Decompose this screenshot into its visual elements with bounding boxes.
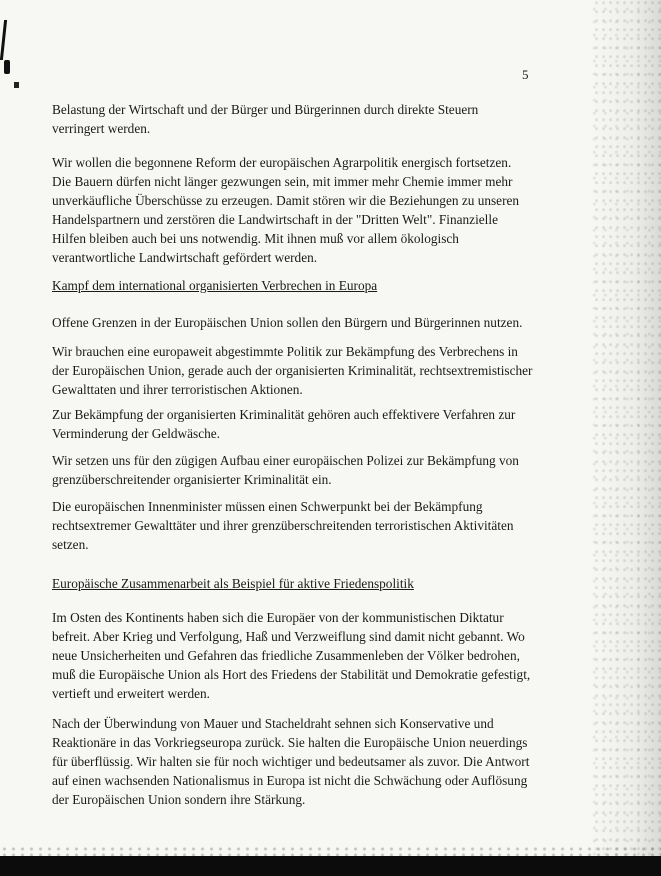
text-line: auf einen wachsenden Nationalismus in Europa ist nicht die Schwächung oder Auflösung: [52, 773, 528, 788]
text-line: Gewalttaten und ihrer terroristischen Aktionen.: [52, 382, 303, 397]
scan-artifact-right-edge: [591, 0, 661, 876]
text-line: vertieft und erweitert werden.: [52, 686, 211, 701]
text-line: Reaktionäre in das Vorkriegseuropa zurück. Sie halten die Europäische Union neuerdings: [52, 735, 528, 750]
text-line: der Europäischen Union sondern ihre Stärkung.: [52, 792, 306, 807]
text-line: verringert werden.: [52, 121, 151, 136]
paragraph: [52, 451, 532, 489]
scan-artifact-left-edge: [0, 0, 10, 110]
text-line: Wir setzen uns für den zügigen Aufbau einer europäischen Polizei zur Bekämpfung von: [52, 453, 519, 468]
text-line: der Europäischen Union, gerade auch der organisierten Kriminalität, rechtsextremistischer: [52, 363, 533, 378]
scan-artifact-bottom-edge: [0, 856, 661, 876]
scan-artifact-bottom-speckle: [0, 846, 661, 856]
text-line: Die europäischen Innenminister müssen einen Schwerpunkt bei der Bekämpfung: [52, 499, 483, 514]
text-line: verantwortliche Landwirtschaft gefördert werden.: [52, 250, 318, 265]
text-line: Verminderung der Geldwäsche.: [52, 426, 220, 441]
text-line: Wir brauchen eine europaweit abgestimmte Politik zur Bekämpfung des Verbrechens in: [52, 344, 518, 359]
paragraph: [52, 714, 532, 809]
paragraph: [52, 608, 532, 703]
text-line: Im Osten des Kontinents haben sich die Europäer von der kommunistischen Diktatur: [52, 610, 504, 625]
text-line: neue Unsicherheiten und Gefahren das friedliche Zusammenleben der Völker bedrohen,: [52, 648, 520, 663]
paragraph: [52, 497, 532, 554]
text-line: befreit. Aber Krieg und Verfolgung, Haß und Verzweiflung sind damit nicht gebannt. Wo: [52, 629, 525, 644]
text-line: setzen.: [52, 537, 89, 552]
text-line: grenzüberschreitender organisierter Kriminalität ein.: [52, 472, 332, 487]
text-line: unverkäufliche Überschüsse zu erzeugen. Damit stören wir die Beziehungen zu unseren: [52, 193, 520, 208]
text-line: Hilfen bleiben auch bei uns notwendig. Mit ihnen muß vor allem ökologisch: [52, 231, 459, 246]
text-line: Die Bauern dürfen nicht länger gezwungen sein, mit immer mehr Chemie immer mehr: [52, 174, 513, 189]
page-number: 5: [522, 67, 529, 82]
section-heading: Europäische Zusammenarbeit als Beispiel für aktive Friedenspolitik: [52, 576, 414, 591]
text-line: für überflüssig. Wir halten sie für noch wichtiger und bedeutsamer als zuvor. Die Antwort: [52, 754, 530, 769]
paragraph: [52, 313, 532, 332]
text-line: Belastung der Wirtschaft und der Bürger und Bürgerinnen durch direkte Steuern: [52, 102, 479, 117]
text-line: Offene Grenzen in der Europäischen Union sollen den Bürgern und Bürgerinnen nutzen.: [52, 315, 523, 330]
text-line: Wir wollen die begonnene Reform der europäischen Agrarpolitik energisch fortsetzen.: [52, 155, 512, 170]
text-line: rechtsextremer Gewalttäter und ihrer grenzüberschreitenden terroristischen Aktivitäten: [52, 518, 514, 533]
paragraph: [52, 100, 532, 138]
paragraph: [52, 405, 532, 443]
text-line: Zur Bekämpfung der organisierten Kriminalität gehören auch effektivere Verfahren zur: [52, 407, 516, 422]
text-line: muß die Europäische Union als Hort des Friedens der Stabilität und Demokratie gefestigt,: [52, 667, 531, 682]
paragraph: [52, 342, 532, 399]
section-heading: Kampf dem international organisierten Verbrechen in Europa: [52, 278, 378, 293]
text-line: Handelspartnern und zerstören die Landwirtschaft in der "Dritten Welt". Finanzielle: [52, 212, 498, 227]
paragraph: [52, 153, 532, 267]
text-line: Nach der Überwindung von Mauer und Stacheldraht sehnen sich Konservative und: [52, 716, 494, 731]
